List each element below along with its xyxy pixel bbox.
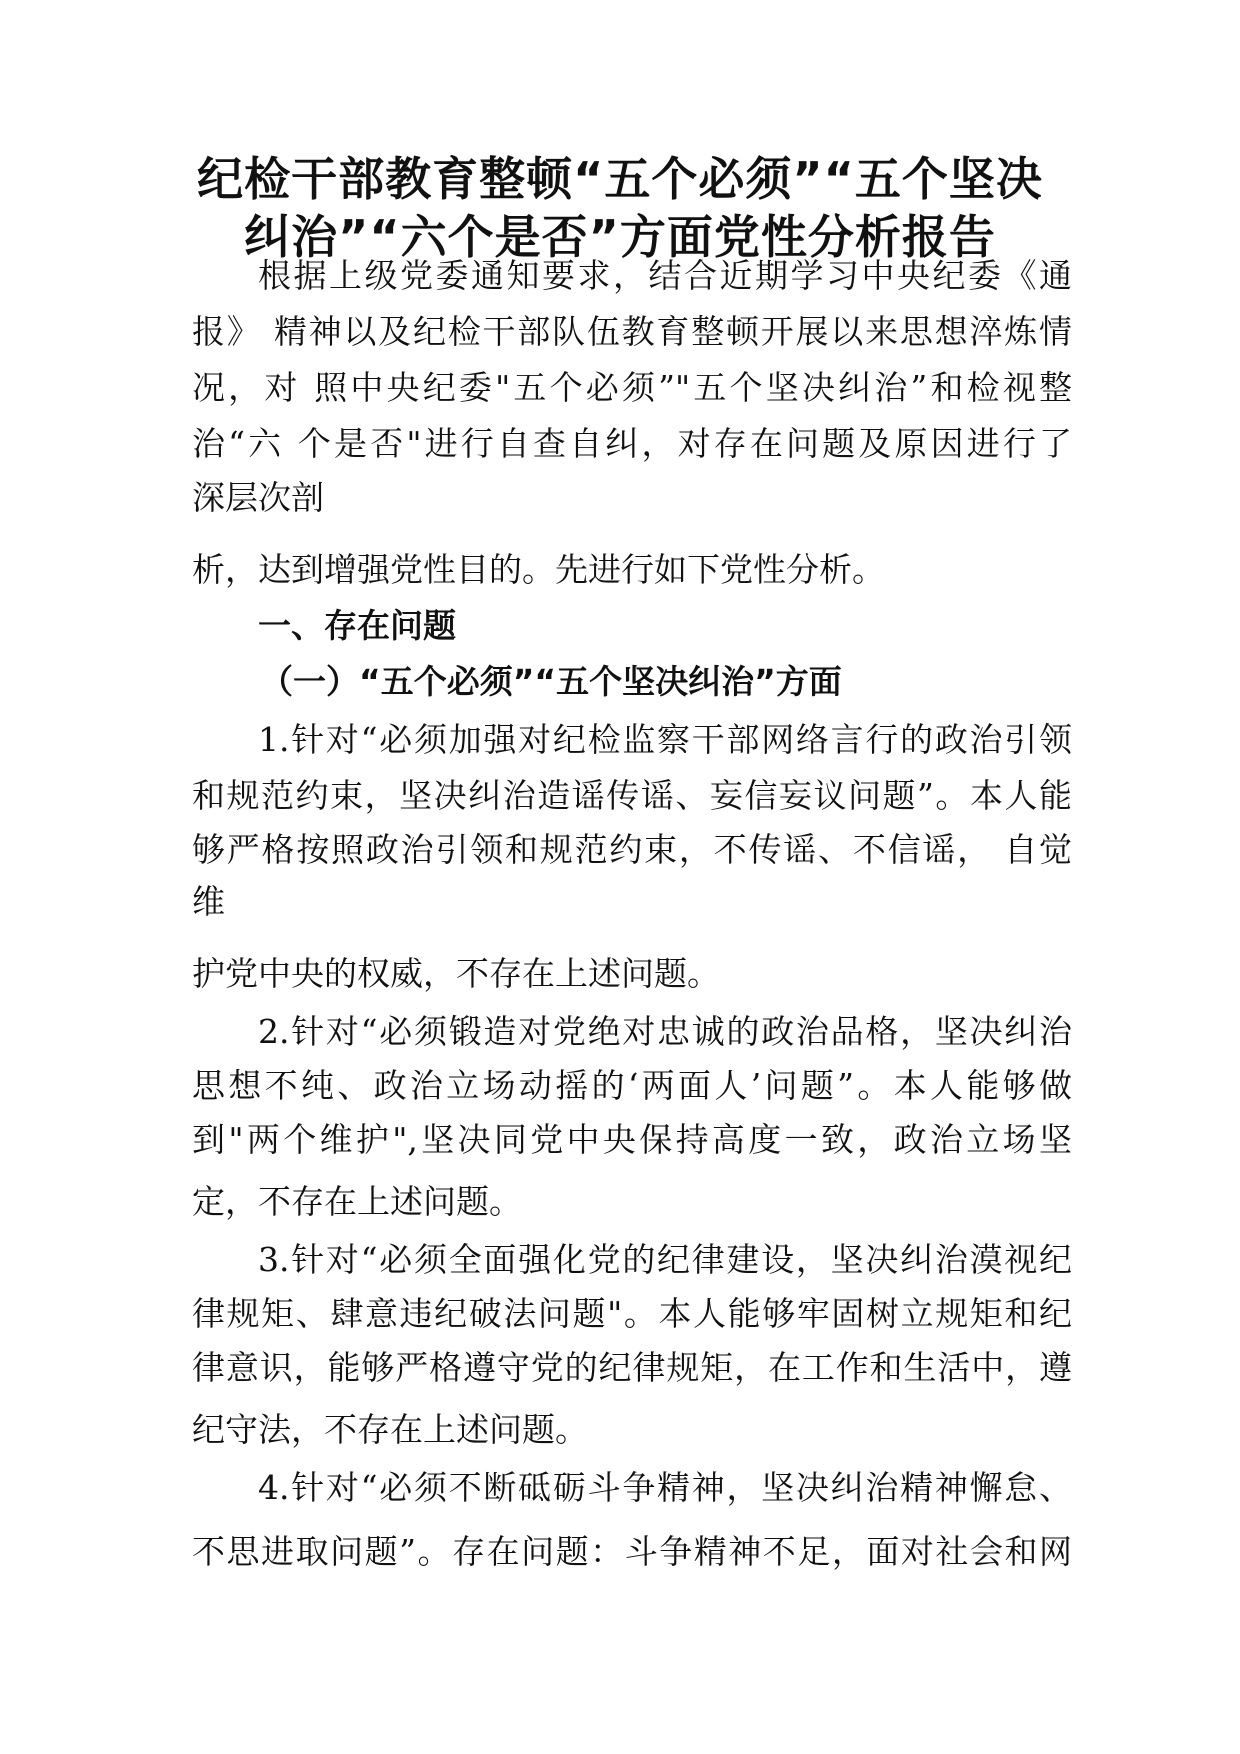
item-3-line-3: 律意识，能够严格遵守党的纪律规矩，在工作和生活中，遵 xyxy=(192,1348,1072,1387)
document-title-line-1: 纪检干部教育整顿“五个必须”“五个坚决 xyxy=(197,152,1043,206)
item-1-line-4: 维 xyxy=(192,882,225,921)
intro-line-6: 析，达到增强党性目的。先进行如下党性分析。 xyxy=(192,550,885,589)
intro-line-3: 况，对 照中央纪委"五个必须”"五个坚决纠治”和检视整 xyxy=(192,368,1072,407)
intro-line-1: 根据上级党委通知要求，结合近期学习中央纪委《通 xyxy=(258,256,1072,295)
document-title-line-2: 纠治”“六个是否”方面党性分析报告 xyxy=(244,210,996,264)
item-3-line-1: 3.针对“必须全面强化党的纪律建设，坚决纠治漠视纪 xyxy=(258,1240,1072,1279)
subsection-heading-five-musts: （一）“五个必须”“五个坚决纠治”方面 xyxy=(260,662,842,701)
item-2-line-2: 思想不纯、政治立场动摇的‘两面人’问题”。本人能够做 xyxy=(192,1066,1072,1105)
item-1-line-2: 和规范约束，坚决纠治造谣传谣、妄信妄议问题”。本人能 xyxy=(192,776,1072,815)
item-2-line-1: 2.针对“必须锻造对党绝对忠诚的政治品格，坚决纠治 xyxy=(258,1012,1072,1051)
item-2-line-4: 定，不存在上述问题。 xyxy=(192,1182,522,1221)
intro-line-4: 治“六 个是否"进行自查自纠，对存在问题及原因进行了 xyxy=(192,424,1072,463)
item-3-line-2: 律规矩、肆意违纪破法问题"。本人能够牢固树立规矩和纪 xyxy=(192,1294,1072,1333)
item-3-line-4: 纪守法，不存在上述问题。 xyxy=(192,1410,588,1449)
item-1-line-5: 护党中央的权威，不存在上述问题。 xyxy=(192,954,720,993)
item-2-line-3: 到"两个维护",坚决同党中央保持高度一致，政治立场坚 xyxy=(192,1120,1072,1159)
item-4-line-1: 4.针对“必须不断砥砺斗争精神，坚决纠治精神懈怠、 xyxy=(258,1468,1072,1507)
intro-line-5: 深层次剖 xyxy=(192,478,324,517)
item-1-line-1: 1.针对“必须加强对纪检监察干部网络言行的政治引领 xyxy=(258,720,1072,759)
intro-line-2: 报》 精神以及纪检干部队伍教育整顿开展以来思想淬炼情 xyxy=(192,312,1072,351)
item-4-line-2: 不思进取问题”。存在问题：斗争精神不足，面对社会和网 xyxy=(192,1532,1072,1571)
section-heading-problems: 一、存在问题 xyxy=(258,606,456,645)
item-1-line-3: 够严格按照政治引领和规范约束，不传谣、不信谣， 自觉 xyxy=(192,830,1072,869)
